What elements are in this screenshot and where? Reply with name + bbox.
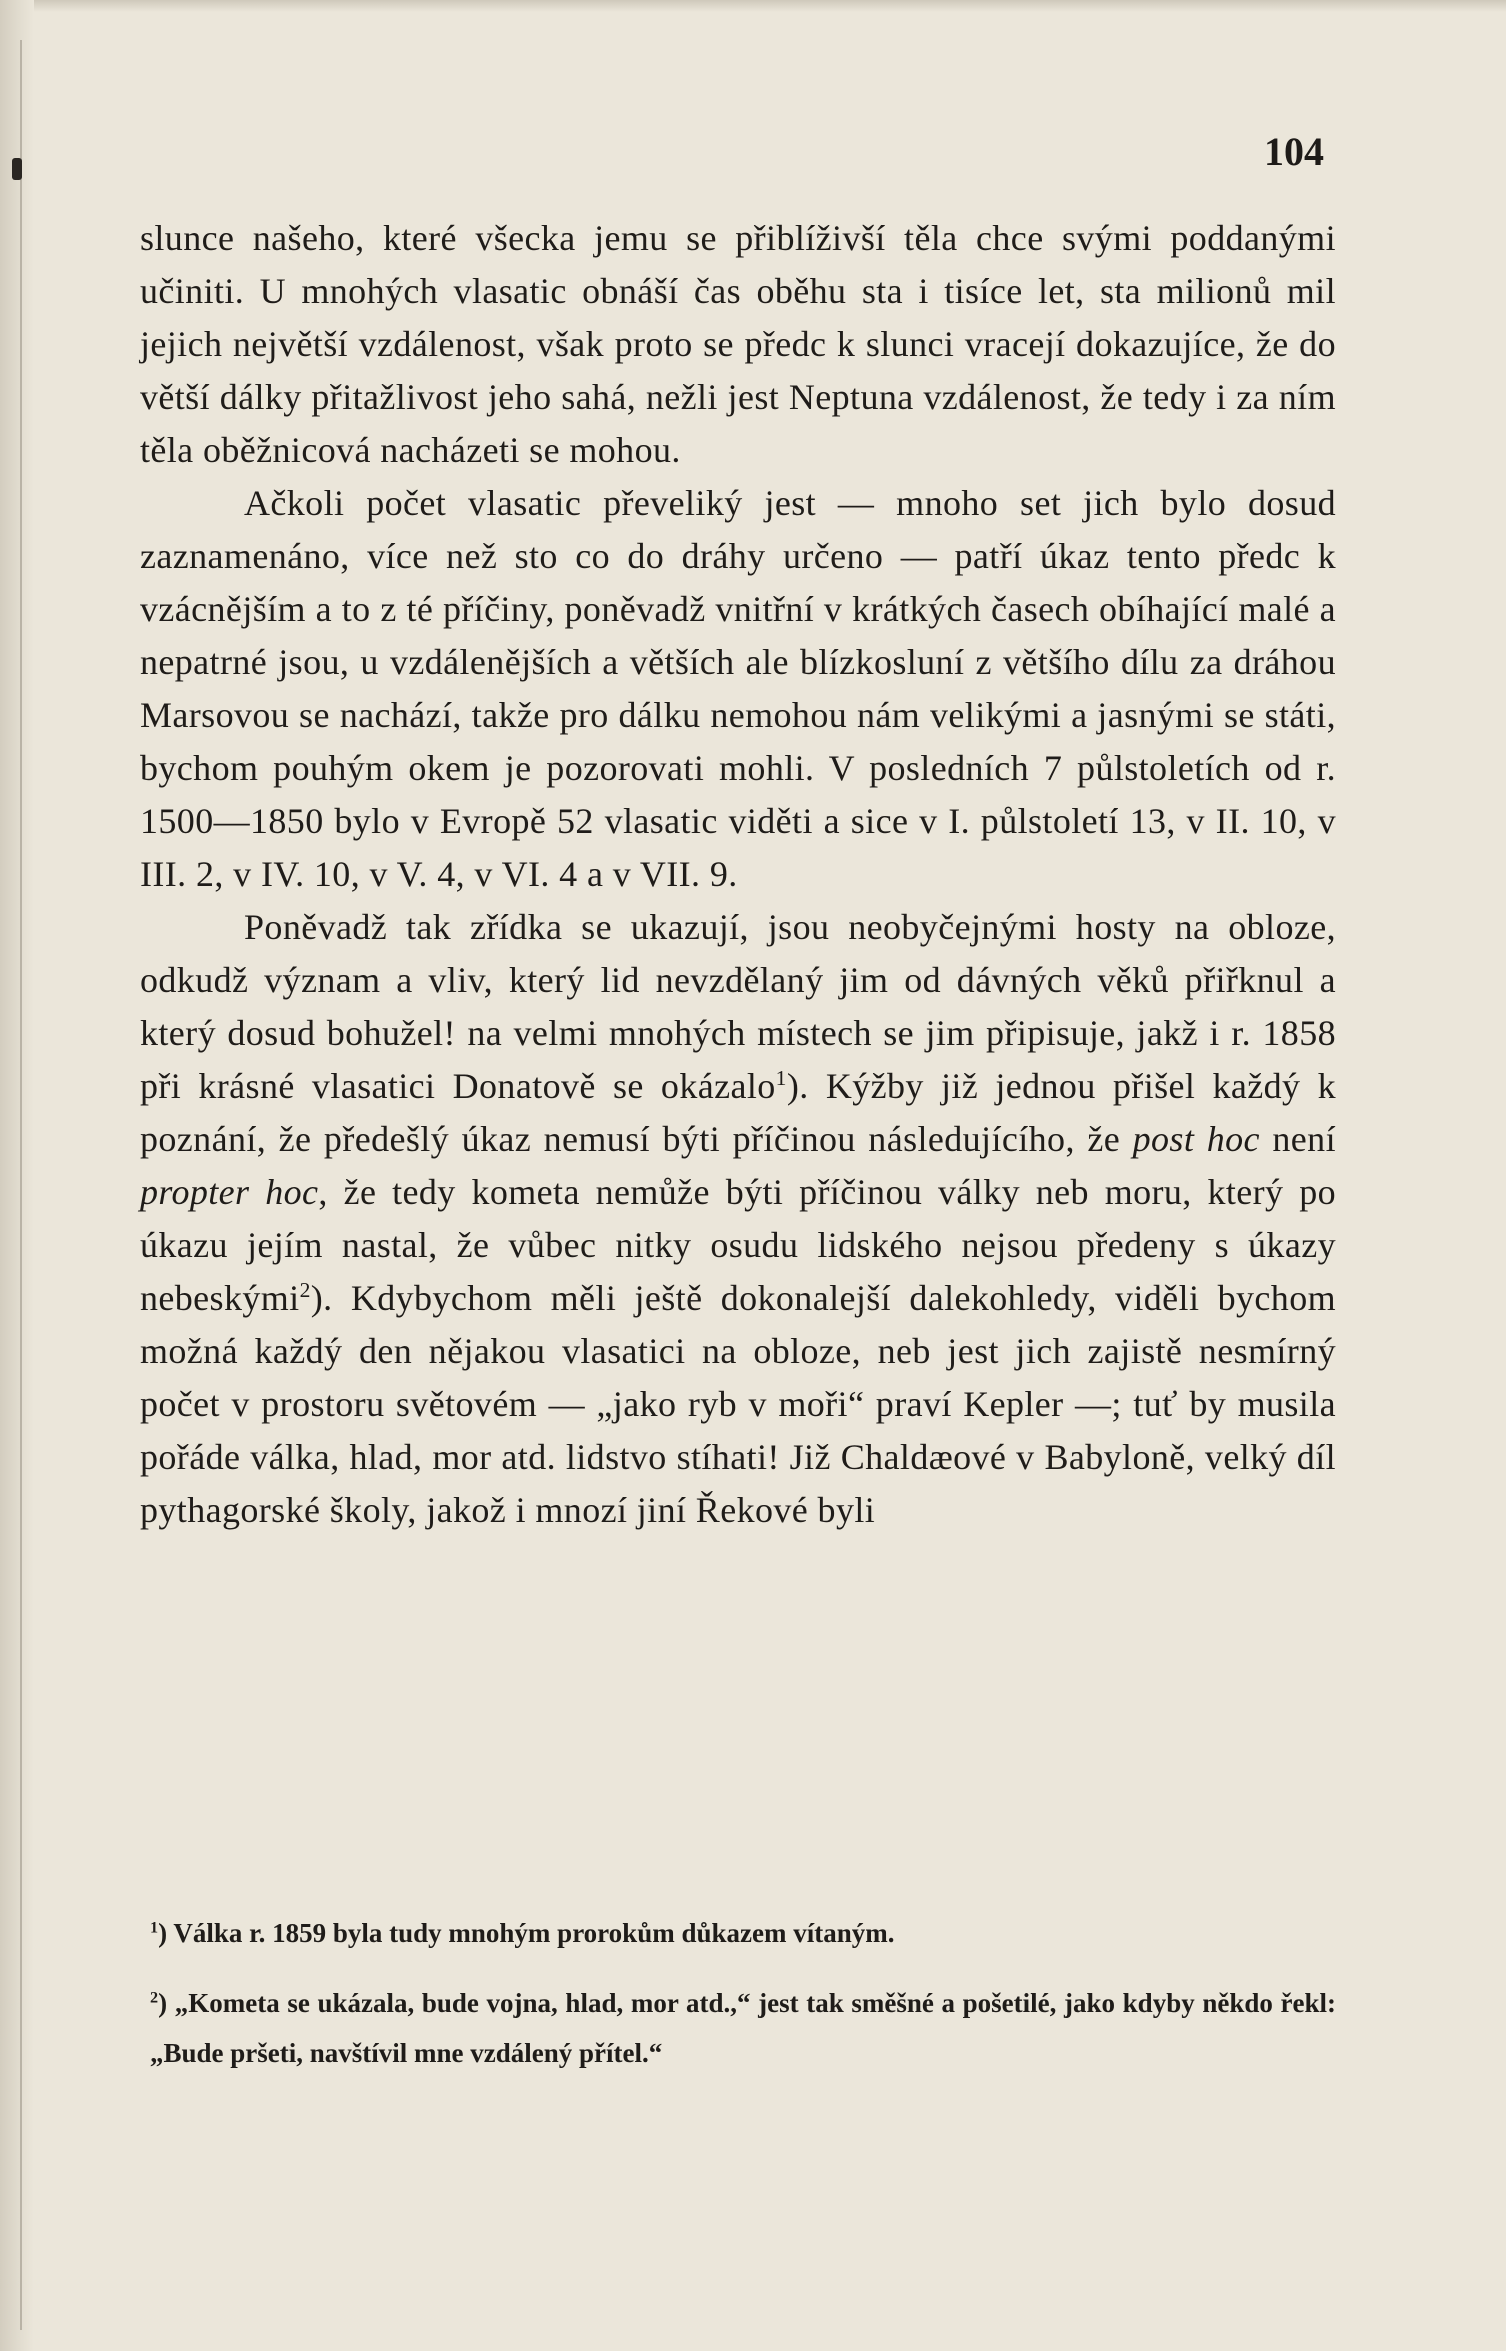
- paragraph-2: Ačkoli počet vlasatic převeliký jest — mnoho set jich bylo dosud zaznamenáno, více než sto co do dráhy určeno — patří úkaz tento předc k vzácnějším a to z té příčiny, poněvadž vnitřní v krátkých časech obíhající malé a nepatrné jsou, u vzdálenějších a větších ale blízkosluní z většího dílu za dráhou Marsovou se nachází, takže pro dálku nemohou nám velikými a jasnými se státi, bychom pouhým okem je pozorovati mohli. V posledních 7 půlstoletích od r. 1500—1850 bylo v Evropě 52 vlasatic viděti a sice v I. půlstoletí 13, v II. 10, v III. 2, v IV. 10, v V. 4, v VI. 4 a v VII. 9.: [140, 483, 1336, 894]
- page-gutter: [0, 0, 34, 2351]
- footnote-1: [150, 1908, 1336, 1958]
- footnote-marker: 2: [150, 1988, 159, 2007]
- paragraph-3-part-b: ). Kýžby již jednou přišel každý k poznání, že předešlý úkaz nemusí býti příčinou následujícího, že: [140, 1066, 1337, 1159]
- footnote-ref-2: 2: [299, 1278, 311, 1303]
- page-number: 104: [1264, 129, 1324, 174]
- latin-phrase-propter-hoc: propter hoc: [140, 1172, 319, 1212]
- page-top-edge: [0, 0, 1506, 12]
- gutter-line: [20, 40, 22, 2330]
- paragraph-3-part-a: Poněvadž tak zřídka se ukazují, jsou neobyčejnými hosty na obloze, odkudž význam a vliv, který lid nevzdělaný jim od dávných věků přiřknul a který dosud bohužel! na velmi mnohých místech se jim připisuje, jakž i r. 1858 při krásné vlasatici Donatově se okázalo: [140, 907, 1336, 1106]
- footnote-ref-1: 1: [775, 1066, 787, 1091]
- latin-phrase-post-hoc: post hoc: [1132, 1119, 1260, 1159]
- paragraph-3-part-d: , že tedy kometa nemůže býti příčinou války neb moru, který po úkazu jejím nastal, že vůbec nitky osudu lidského nejsou předeny s úkazy nebeskými: [140, 1172, 1337, 1318]
- footnote-text: ) „Kometa se ukázala, bude vojna, hlad, mor atd.,“ jest tak směšné a pošetilé, jako kdyby někdo řekl: „Bude pršeti, navštívil mne vzdálený přítel.“: [150, 1988, 1336, 2068]
- paragraph-3-part-c: není: [1259, 1119, 1336, 1159]
- paragraph-3-part-e: ). Kdybychom měli ještě dokonalejší dalekohledy, viděli bychom možná každý den nějakou vlasatici na obloze, neb jest jich zajistě nesmírný počet v prostoru světovém — „jako ryb v moři“ praví Kepler —; tuť by musila pořáde válka, hlad, mor atd. lidstvo stíhati! Již Chaldæové v Babyloně, velký díl pythagorské školy, jakož i mnozí jiní Řekové byli: [140, 1278, 1336, 1530]
- main-text: [140, 212, 1336, 1537]
- footnote-text: ) Válka r. 1859 byla tudy mnohým prorokům důkazem vítaným.: [158, 1918, 895, 1948]
- paragraph-3: [140, 901, 1336, 1537]
- footnotes: [150, 1908, 1336, 2098]
- footnote-marker: 1: [150, 1918, 159, 1937]
- footnote-2: [150, 1978, 1336, 2078]
- paragraph-1: slunce našeho, které všecka jemu se přiblíživší těla chce svými poddanými učiniti. U mnohých vlasatic obnáší čas oběhu sta i tisíce let, sta milionů mil jejich největší vzdálenost, však proto se předc k slunci vracejí dokazujíce, že do větší dálky přitažlivost jeho sahá, nežli jest Neptuna vzdálenost, že tedy i za ním těla oběžnicová nacházeti se mohou.: [140, 218, 1336, 470]
- margin-mark: [12, 158, 22, 180]
